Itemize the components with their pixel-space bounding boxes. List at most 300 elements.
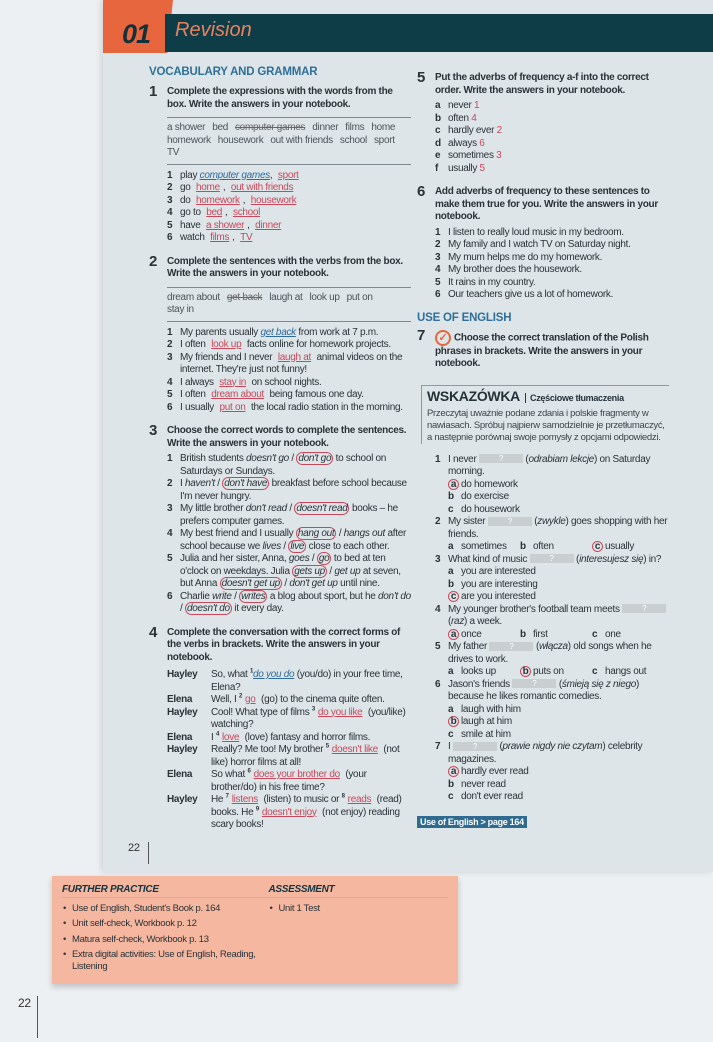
text: ) celebrity magazines. <box>448 741 643 765</box>
answer: look up <box>211 339 242 350</box>
circled-option-letter: c <box>592 541 603 552</box>
list-item <box>435 227 669 240</box>
list-item <box>167 503 411 528</box>
adverb: hardly ever <box>448 125 495 136</box>
item-number: 3 <box>167 503 173 514</box>
answer: TV <box>240 232 253 243</box>
text: My father <box>448 641 490 652</box>
box-word: TV <box>167 147 180 158</box>
answer: 6 <box>479 137 485 149</box>
item-number: 5 <box>167 553 173 564</box>
option-text: usually <box>605 541 635 552</box>
list-item <box>435 138 669 151</box>
answer: 1 <box>474 100 480 111</box>
exercise-instruction: Add adverbs of frequency to these sentences to make them true for you. Write the answers in your notebook. <box>435 186 658 222</box>
option-text: do exercise <box>461 491 509 502</box>
circled-answer: hang out <box>297 528 335 539</box>
text: So, what <box>211 669 250 680</box>
exercise-items <box>435 454 669 804</box>
unit-title: Revision <box>175 19 252 41</box>
text: , <box>242 194 248 206</box>
option-letter: c <box>448 728 454 740</box>
tip-text: Przeczytaj uważnie podane zdania i polskie fragmenty w nawiasach. Spróbuj najpierw samodzielnie je przetłumaczyć, a następnie porównaj swoje pomysły z opcjami odpowiedzi. <box>427 407 665 443</box>
text: He <box>211 794 226 805</box>
exercise-number: 3 <box>149 422 158 439</box>
unit-number: 01 <box>122 19 151 49</box>
box-word: put on <box>346 291 373 303</box>
answer: love <box>222 731 240 743</box>
text: (read) books. He <box>211 794 402 818</box>
dialogue-line <box>211 769 411 794</box>
text: to bed at ten o'clock on weekdays. Julia <box>180 553 386 577</box>
option-text: once <box>461 628 482 640</box>
text: a blog about sport, but he <box>267 590 379 602</box>
item-number: 1 <box>167 453 173 464</box>
text: ( <box>573 553 580 565</box>
section-heading: VOCABULARY AND GRAMMAR <box>149 66 318 78</box>
option-text: lives <box>262 540 281 552</box>
text: ( <box>522 453 529 465</box>
answer-option[interactable] <box>448 629 520 642</box>
circled-option-letter: a <box>448 479 459 490</box>
text: / <box>281 578 290 589</box>
circled-option-letter: a <box>448 629 459 640</box>
option-text: prawie nigdy nie czytam <box>502 741 603 752</box>
dialogue-line <box>211 732 411 745</box>
text: after school because we <box>180 528 407 552</box>
exercise-1 <box>149 83 411 245</box>
page-number-outer: 22 <box>18 996 31 1010</box>
circled-answer: don't go <box>298 453 332 464</box>
gap-placeholder: ? <box>622 604 666 613</box>
list-item <box>167 528 411 553</box>
answer-options <box>448 704 669 742</box>
option-letter: b <box>448 491 454 502</box>
adverb: never <box>448 100 472 111</box>
answer-options <box>448 629 669 642</box>
gap-number: 6 <box>247 768 251 775</box>
text: What kind of music <box>448 553 530 565</box>
circled-answer: live <box>290 540 305 552</box>
text: I often <box>180 389 209 400</box>
item-number: 1 <box>167 169 173 181</box>
text: ) on Saturday morning. <box>448 453 651 477</box>
adverb: usually <box>448 162 478 174</box>
speaker-name: Hayley <box>167 669 198 680</box>
option-text: you are interested <box>461 566 536 577</box>
item-number: 2 <box>167 478 173 489</box>
answer: home <box>196 182 220 193</box>
option-text: do housework <box>461 503 520 515</box>
assessment-list <box>268 903 448 915</box>
circled-answer: doesn't get up <box>221 578 280 589</box>
gap-placeholder: ? <box>488 517 532 526</box>
box-word: get back <box>226 291 263 303</box>
text: (listen) to music or <box>260 794 342 805</box>
conversation <box>167 669 411 832</box>
option-letter: c <box>448 791 454 802</box>
textbook-page <box>103 0 713 872</box>
item-letter: c <box>435 125 441 136</box>
option-text: get up <box>334 565 361 577</box>
exercise-number: 5 <box>417 69 426 86</box>
text: My little brother <box>180 503 246 514</box>
exercise-number: 2 <box>149 252 158 270</box>
answer-option[interactable] <box>592 629 664 642</box>
text: (you/like) watching? <box>211 706 406 730</box>
item-number: 1 <box>435 226 441 238</box>
speaker-name: Hayley <box>167 794 198 805</box>
item-letter: b <box>435 112 441 124</box>
answer-option[interactable] <box>520 666 592 679</box>
option-letter: b <box>448 578 454 590</box>
assessment-item: • Unit 1 Test <box>268 903 448 915</box>
text: Jason's friends <box>448 678 513 690</box>
list-item <box>167 195 411 208</box>
text: on school nights. <box>249 376 322 388</box>
answer-option[interactable] <box>520 541 592 554</box>
item-number: 5 <box>435 641 441 652</box>
gap-number: 1 <box>250 668 254 675</box>
gap-number: 4 <box>215 731 220 738</box>
text: British students <box>180 453 247 464</box>
answer: stay in <box>219 376 247 388</box>
option-letter: a <box>448 541 454 552</box>
answer: 5 <box>479 162 485 174</box>
list-item <box>435 125 669 138</box>
list-item <box>435 741 669 804</box>
page-number: 22 <box>128 841 140 854</box>
box-word: a shower <box>167 122 206 133</box>
exercise-number: 7 <box>417 326 426 344</box>
sentence: I listen to really loud music in my bedroom. <box>448 226 624 238</box>
item-number: 6 <box>167 590 173 602</box>
answer-option[interactable] <box>448 479 669 492</box>
answer-option[interactable] <box>448 791 669 804</box>
option-text: raz <box>451 616 465 627</box>
exercise-5 <box>417 69 669 175</box>
further-practice-title: FURTHER PRACTICE <box>62 884 268 898</box>
option-letter: a <box>448 566 454 577</box>
sentence: It rains in my country. <box>448 276 536 288</box>
option-text: goes <box>288 553 310 564</box>
left-column <box>149 66 411 832</box>
item-letter: e <box>435 150 441 161</box>
answer: put on <box>219 401 246 413</box>
text: books – he prefers computer games. <box>180 503 398 527</box>
text: , <box>232 232 238 243</box>
exercise-items <box>167 453 411 616</box>
text: I always <box>180 376 217 388</box>
list-item <box>167 170 411 183</box>
text: play <box>180 169 200 181</box>
option-letter: b <box>520 628 526 640</box>
option-text: don't do <box>378 590 411 602</box>
further-practice-item: • Matura self-check, Workbook p. 13 <box>62 934 268 946</box>
gap-number: 5 <box>325 743 329 750</box>
text: I <box>180 478 185 489</box>
exercise-2 <box>149 252 411 415</box>
circled-option-letter: a <box>448 766 459 777</box>
text: facts online for homework projects. <box>244 339 391 350</box>
text: , <box>225 207 230 218</box>
text: (your brother/do) in his free time? <box>211 769 367 793</box>
list-item <box>435 163 669 176</box>
answer: out with friends <box>230 182 294 193</box>
box-word: dream about <box>167 291 220 303</box>
list-item <box>435 516 669 554</box>
option-text: do homework <box>461 478 518 490</box>
tip-subtitle: Częściowe tłumaczenia <box>525 393 624 403</box>
text: ) a week. <box>464 616 502 627</box>
answer-option[interactable] <box>448 541 520 554</box>
exercise-items <box>435 100 669 175</box>
item-number: 6 <box>167 232 173 243</box>
text: animal videos on the internet. They're just not funny! <box>180 351 403 375</box>
exercise-instruction: Complete the conversation with the correct forms of the verbs in brackets. Write the answers in your notebook. <box>167 626 401 663</box>
use-of-english-link[interactable]: Use of English > page 164 <box>417 816 527 828</box>
item-number: 1 <box>167 326 173 338</box>
option-text: smile at him <box>461 728 511 740</box>
list-item <box>167 591 411 616</box>
divider <box>148 842 149 864</box>
circled-option-letter: c <box>448 591 459 602</box>
list-item <box>167 389 411 402</box>
item-number: 2 <box>167 339 173 350</box>
option-text: śmieją się z niego <box>561 678 636 690</box>
item-number: 6 <box>435 289 441 300</box>
gap-placeholder: ? <box>453 742 497 751</box>
answer: listens <box>231 794 258 805</box>
option-letter: b <box>520 541 526 552</box>
sentence: My brother does the housework. <box>448 264 582 275</box>
dialogue-line <box>211 794 411 832</box>
text: the local radio station in the morning. <box>248 401 403 413</box>
item-number: 7 <box>435 741 441 752</box>
gap-placeholder: ? <box>512 679 556 688</box>
list-item <box>435 679 669 742</box>
item-number: 3 <box>435 251 441 263</box>
list-item <box>167 327 411 340</box>
list-item <box>435 264 669 277</box>
text: Cool! What type of films <box>211 706 312 718</box>
exercise-6 <box>417 183 669 302</box>
option-text: don't read <box>245 503 287 514</box>
item-number: 4 <box>435 603 441 615</box>
answer-option[interactable] <box>448 766 669 779</box>
gap-number: 2 <box>238 693 243 700</box>
assessment-title: ASSESSMENT <box>268 884 448 898</box>
list-item <box>435 150 669 163</box>
option-letter: a <box>448 666 454 677</box>
text: from work at 7 p.m. <box>295 326 379 338</box>
option-text: often <box>533 541 554 552</box>
list-item <box>167 207 411 220</box>
text: My friends and I never <box>180 351 275 363</box>
list-item <box>435 100 669 113</box>
item-number: 4 <box>167 528 173 539</box>
answer-option[interactable] <box>592 666 664 679</box>
list-item <box>435 554 669 604</box>
gap-placeholder: ? <box>479 454 523 463</box>
example-answer: do you do <box>253 669 295 680</box>
exercise-items <box>167 327 411 415</box>
item-number: 3 <box>167 194 173 206</box>
text: ( <box>556 678 562 690</box>
text: breakfast before school because I'm never hungry. <box>180 478 407 502</box>
box-word: laugh at <box>269 291 303 303</box>
option-text: laugh at him <box>461 716 512 727</box>
example-answer: get back <box>260 326 296 338</box>
text: go to <box>180 207 204 218</box>
answer: does your brother do <box>253 769 340 780</box>
exercise-instruction: Complete the sentences with the verbs from the box. Write the answers in your notebook. <box>167 255 403 279</box>
sentence: My mum helps me do my homework. <box>448 251 603 263</box>
item-number: 3 <box>167 351 173 363</box>
text: I <box>211 731 216 743</box>
text: I <box>448 741 453 752</box>
text: My sister <box>448 516 488 527</box>
gap-number: 8 <box>341 793 345 800</box>
tip-box <box>421 385 669 444</box>
outer-footer <box>18 996 713 1042</box>
text: ( <box>448 616 452 627</box>
dialogue-line <box>211 744 411 769</box>
text: So what <box>211 769 248 780</box>
text: / <box>286 503 295 514</box>
box-word: sport <box>373 134 395 146</box>
option-text: you are interesting <box>461 578 538 590</box>
word-box <box>167 287 411 322</box>
answer: dream about <box>211 389 265 400</box>
text: My best friend and I usually <box>180 528 296 539</box>
text: ( <box>531 516 538 527</box>
option-text: are you interested <box>461 591 536 602</box>
text: , <box>222 182 228 193</box>
box-word: computer games <box>234 122 306 133</box>
answer-option[interactable] <box>592 541 664 554</box>
answer-option[interactable] <box>448 666 520 679</box>
circled-answer: doesn't do <box>186 603 230 614</box>
answer-option[interactable] <box>448 716 669 729</box>
text: (you/do) in your free time, Elena? <box>211 669 403 693</box>
option-text: don't ever read <box>461 791 523 802</box>
answer: 4 <box>471 112 477 124</box>
answer-option[interactable] <box>448 704 669 717</box>
gap-number: 9 <box>255 806 259 813</box>
item-number: 2 <box>435 516 441 527</box>
text: (go) to the cinema quite often. <box>258 694 385 705</box>
text: ) goes shopping with her friends. <box>448 516 668 540</box>
list-item <box>167 339 411 352</box>
text: Really? Me too! My brother <box>211 744 326 755</box>
further-practice-item: • Unit self-check, Workbook p. 12 <box>62 918 268 930</box>
further-practice-list <box>62 903 268 973</box>
text: go <box>180 182 194 193</box>
speaker-name: Hayley <box>167 706 198 718</box>
option-text: puts on <box>533 666 564 677</box>
answer: housework <box>250 194 297 206</box>
circled-option-letter: b <box>520 666 531 677</box>
option-text: odrabiam lekcje <box>528 453 595 465</box>
text: close to each other. <box>306 540 390 552</box>
option-letter: c <box>592 628 598 640</box>
text: have <box>180 219 203 231</box>
box-word: housework <box>217 134 264 146</box>
exercise-number: 6 <box>417 183 426 200</box>
text: being famous one day. <box>267 389 364 400</box>
item-letter: f <box>435 162 439 174</box>
option-letter: a <box>448 703 454 715</box>
gap-placeholder: ? <box>489 642 533 651</box>
text: ) old songs when he drives to work. <box>448 641 652 665</box>
text: ) in? <box>643 553 662 565</box>
option-text: zwykle <box>537 516 566 527</box>
answer: reads <box>347 794 372 805</box>
answer-option[interactable] <box>448 504 669 517</box>
answer-option[interactable] <box>448 779 669 792</box>
list-item <box>167 478 411 503</box>
answer-option[interactable] <box>448 491 669 504</box>
answer: 2 <box>496 125 502 136</box>
list-item <box>167 402 411 415</box>
answer-option[interactable] <box>520 629 592 642</box>
text: ) because he likes romantic comedies. <box>448 678 640 702</box>
list-item <box>435 252 669 265</box>
adverb: always <box>448 137 477 149</box>
answer: homework <box>196 194 240 206</box>
option-text: laugh with him <box>461 703 521 715</box>
answer-option[interactable] <box>448 729 669 742</box>
text: I never <box>448 453 479 465</box>
list-item <box>435 277 669 290</box>
answer-option[interactable] <box>448 566 669 579</box>
list-item <box>167 377 411 390</box>
further-practice-panel <box>52 876 458 985</box>
circled-answer: go <box>318 553 330 564</box>
answer-option[interactable] <box>448 579 669 592</box>
option-text: first <box>533 628 548 640</box>
box-word: homework <box>167 134 211 146</box>
item-number: 4 <box>167 207 173 218</box>
answer: do you like <box>317 706 363 718</box>
text: / <box>288 453 297 464</box>
exercise-items <box>435 227 669 302</box>
adverb: sometimes <box>448 150 494 161</box>
option-text: doesn't go <box>246 453 289 464</box>
option-letter: b <box>448 778 454 790</box>
further-practice-item: • Extra digital activities: Use of English, Reading, Listening <box>62 949 268 972</box>
answer-option[interactable] <box>448 591 669 604</box>
text: it every day. <box>231 603 284 614</box>
option-text: włącza <box>538 641 568 652</box>
answer: doesn't like <box>331 744 378 755</box>
answer: sport <box>277 169 299 181</box>
gap-number: 7 <box>225 793 229 800</box>
circled-option-letter: b <box>448 716 459 727</box>
text: My younger brother's football team meets <box>448 603 623 615</box>
speaker-name: Elena <box>167 731 193 743</box>
text: / <box>326 565 335 577</box>
box-word: bed <box>212 122 228 133</box>
answer: go <box>245 694 256 705</box>
answer: school <box>233 207 261 218</box>
circled-answer: writes <box>241 590 266 602</box>
item-number: 4 <box>435 264 441 275</box>
box-word: dinner <box>312 122 339 133</box>
text: ( <box>496 741 503 752</box>
right-column <box>417 66 669 828</box>
